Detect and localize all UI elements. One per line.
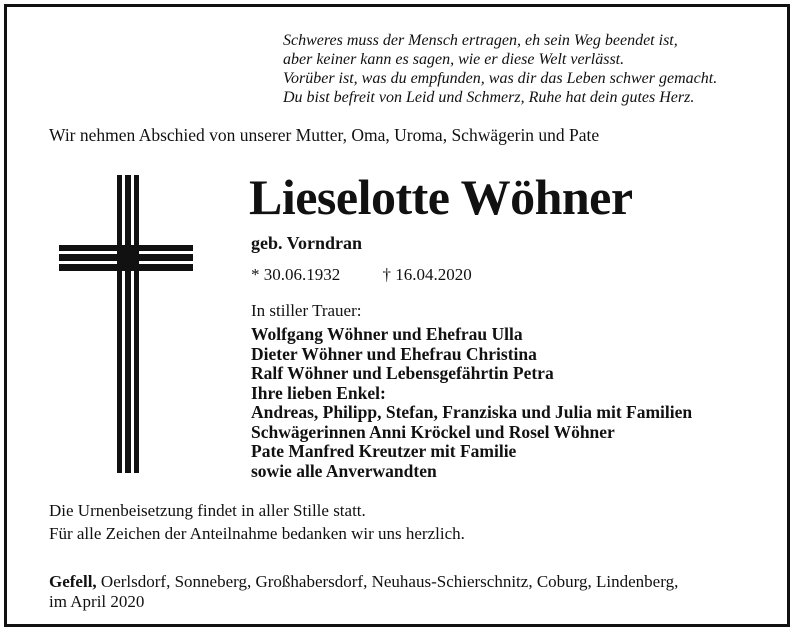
grief-heading: In stiller Trauer: (251, 301, 362, 320)
poem-line: Schweres muss der Mensch ertragen, eh sein Weg beendet ist, (283, 32, 678, 49)
life-dates (251, 265, 472, 285)
poem (283, 31, 717, 107)
mourner-line: Ralf Wöhner und Lebensgefährtin Petra (251, 363, 554, 383)
birth-date: * 30.06.1932 (251, 265, 341, 284)
poem-line: aber keiner kann es sagen, wie er diese Welt verlässt. (283, 51, 625, 68)
closing-line: Für alle Zeichen der Anteilnahme bedanken wir uns herzlich. (49, 524, 465, 543)
mourner-line: sowie alle Anverwandten (251, 460, 437, 481)
poem-line: Du bist befreit von Leid und Schmerz, Ruhe hat dein gutes Herz. (283, 89, 695, 106)
obituary-frame (4, 4, 790, 627)
cross-icon (59, 175, 193, 477)
closing-notes (49, 499, 465, 545)
death-date: † 16.04.2020 (382, 265, 472, 284)
main-town: Gefell, (49, 572, 97, 591)
poem-line: Vorüber ist, was du empfunden, was dir das Leben schwer gemacht. (283, 70, 718, 87)
mourner-line: Dieter Wöhner und Ehefrau Christina (251, 343, 537, 364)
mourner-line: Wolfgang Wöhner und Ehefrau Ulla (251, 324, 523, 344)
place-and-date (49, 572, 678, 612)
closing-line: Die Urnenbeisetzung findet in aller Stille statt. (49, 501, 366, 520)
mourner-line: Andreas, Philipp, Stefan, Franziska und Julia mit Familien (251, 402, 693, 422)
farewell-intro: Wir nehmen Abschied von unserer Mutter, Oma, Uroma, Schwägerin und Pate (49, 125, 600, 145)
birth-name: geb. Vorndran (251, 233, 363, 253)
mourner-line: Pate Manfred Kreutzer mit Familie (251, 441, 517, 461)
mourner-line: Schwägerinnen Anni Kröckel und Rosel Wöhner (251, 421, 615, 442)
deceased-name: Lieselotte Wöhner (249, 169, 633, 225)
other-towns: Oerlsdorf, Sonneberg, Großhabersdorf, Neuhaus-Schierschnitz, Coburg, Lindenberg, (96, 572, 679, 591)
mourner-line: Ihre lieben Enkel: (251, 382, 386, 403)
notice-date: im April 2020 (49, 592, 145, 611)
places-line (49, 572, 678, 592)
mourners-list (251, 325, 692, 481)
